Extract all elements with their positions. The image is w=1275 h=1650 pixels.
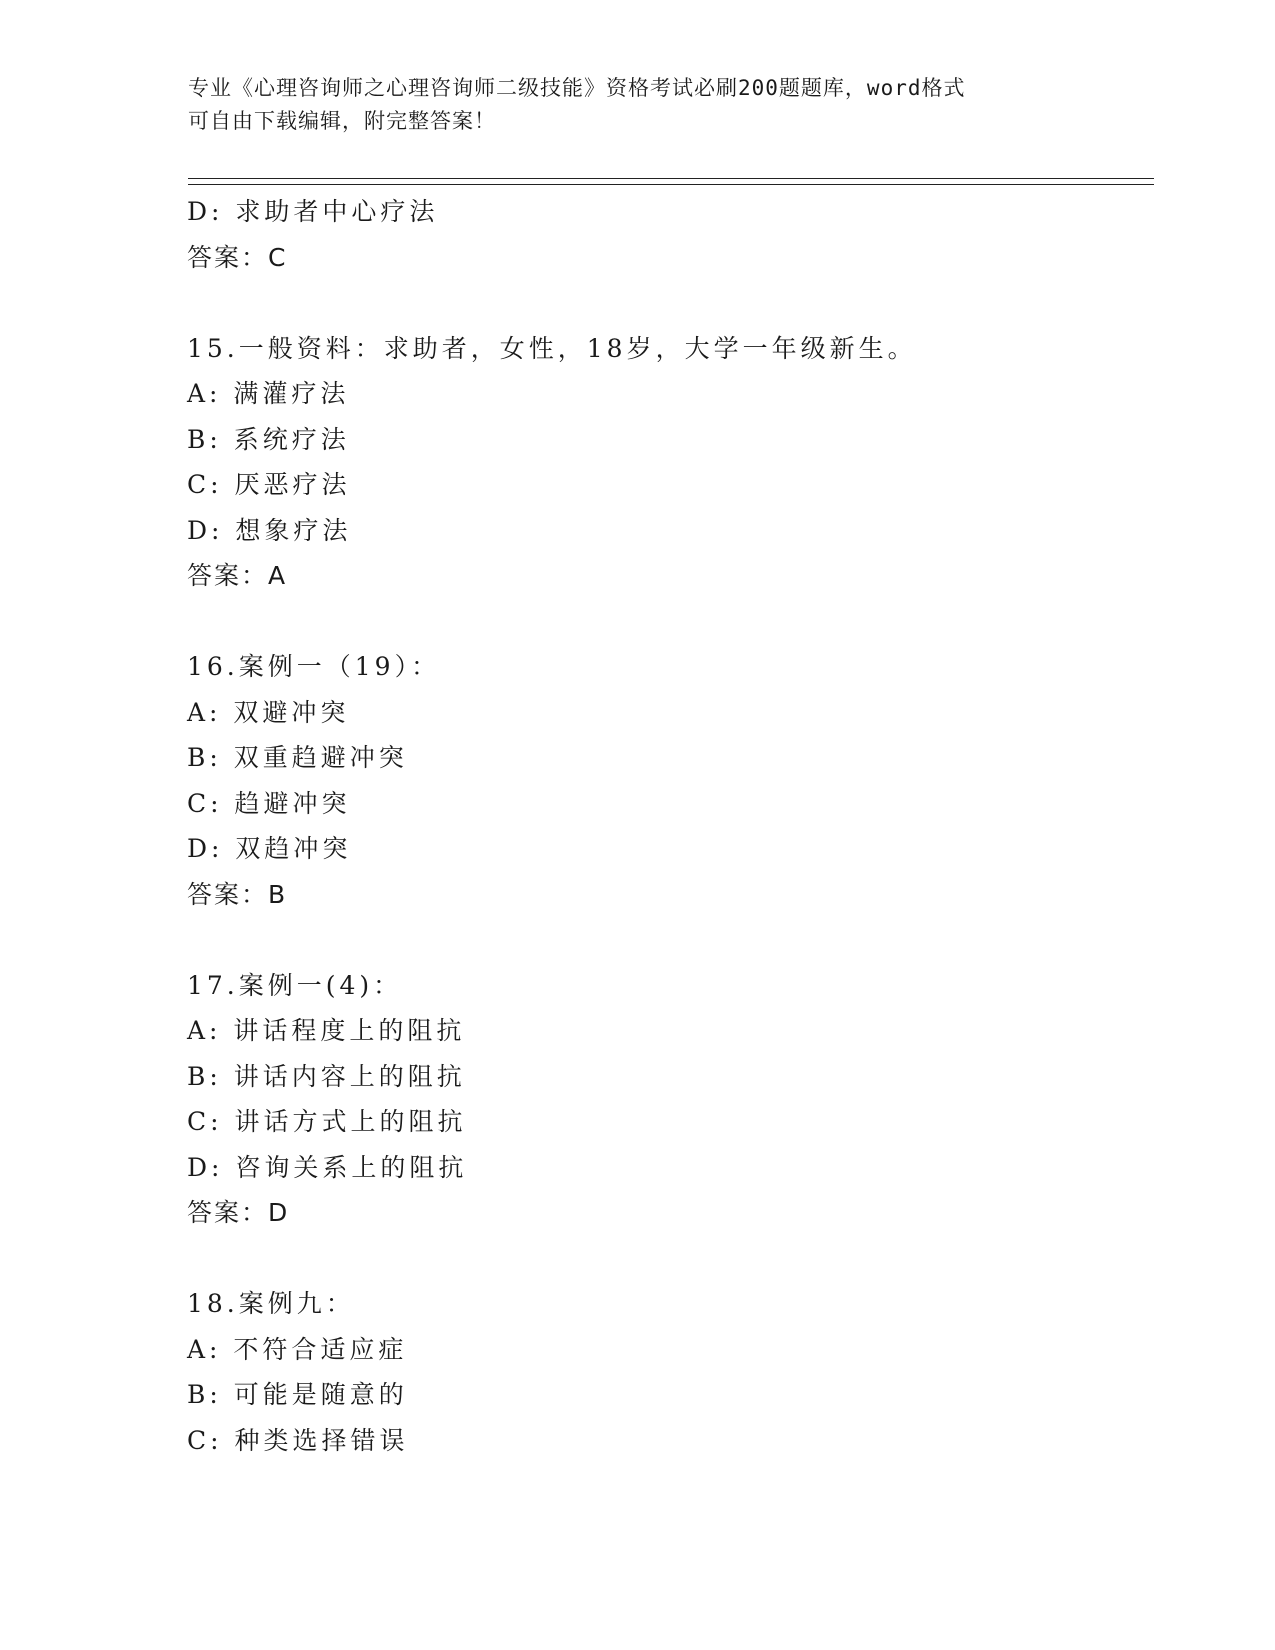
header-title-line-1: 专业《心理咨询师之心理咨询师二级技能》资格考试必刷200题题库，word格式: [188, 76, 966, 100]
spacer: [187, 917, 1147, 963]
question-17-stem: 17.案例一(4)：: [187, 970, 403, 1000]
question-15-option-b: B: 系统疗法: [187, 424, 350, 454]
spacer: [187, 1236, 1147, 1282]
header-divider-top: [188, 178, 1154, 179]
previous-question-option-d: D: 求助者中心疗法: [187, 197, 439, 226]
question-16-answer: 答案：B: [187, 879, 288, 909]
question-15-stem: 15.一般资料：求助者，女性，18岁，大学一年级新生。: [187, 333, 917, 363]
question-18-stem: 18.案例九：: [187, 1289, 355, 1318]
question-list: [187, 189, 1147, 1463]
question-15-option-d: D: 想象疗法: [187, 515, 352, 545]
header-title-line-2: 可自由下载编辑，附完整答案！: [188, 109, 496, 133]
question-18-option-b: B: 可能是随意的: [187, 1380, 408, 1409]
question-17-option-c: C: 讲话方式上的阻抗: [187, 1107, 467, 1136]
previous-question-answer: 答案：C: [187, 242, 288, 272]
question-16-option-c: C: 趋避冲突: [187, 788, 351, 818]
question-15-option-c: C: 厌恶疗法: [187, 470, 351, 499]
header-divider-bottom: [188, 184, 1154, 185]
spacer: [187, 599, 1147, 645]
question-17-option-d: D: 咨询关系上的阻抗: [187, 1152, 468, 1182]
question-16-stem: 16.案例一（19）：: [187, 652, 441, 681]
spacer: [187, 280, 1147, 326]
question-15-answer: 答案：A: [187, 561, 288, 590]
question-17-answer: 答案：D: [187, 1198, 290, 1227]
document-header: [188, 72, 1088, 138]
question-16-option-a: A: 双避冲突: [187, 697, 350, 727]
question-16-option-b: B: 双重趋避冲突: [187, 743, 408, 772]
question-17-option-b: B: 讲话内容上的阻抗: [187, 1061, 466, 1091]
question-18-option-a: A: 不符合适应症: [187, 1334, 408, 1364]
question-16-option-d: D: 双趋冲突: [187, 834, 352, 863]
question-17-option-a: A: 讲话程度上的阻抗: [187, 1016, 466, 1045]
question-15-option-a: A: 满灌疗法: [187, 379, 350, 408]
question-18-option-c: C: 种类选择错误: [187, 1425, 409, 1455]
